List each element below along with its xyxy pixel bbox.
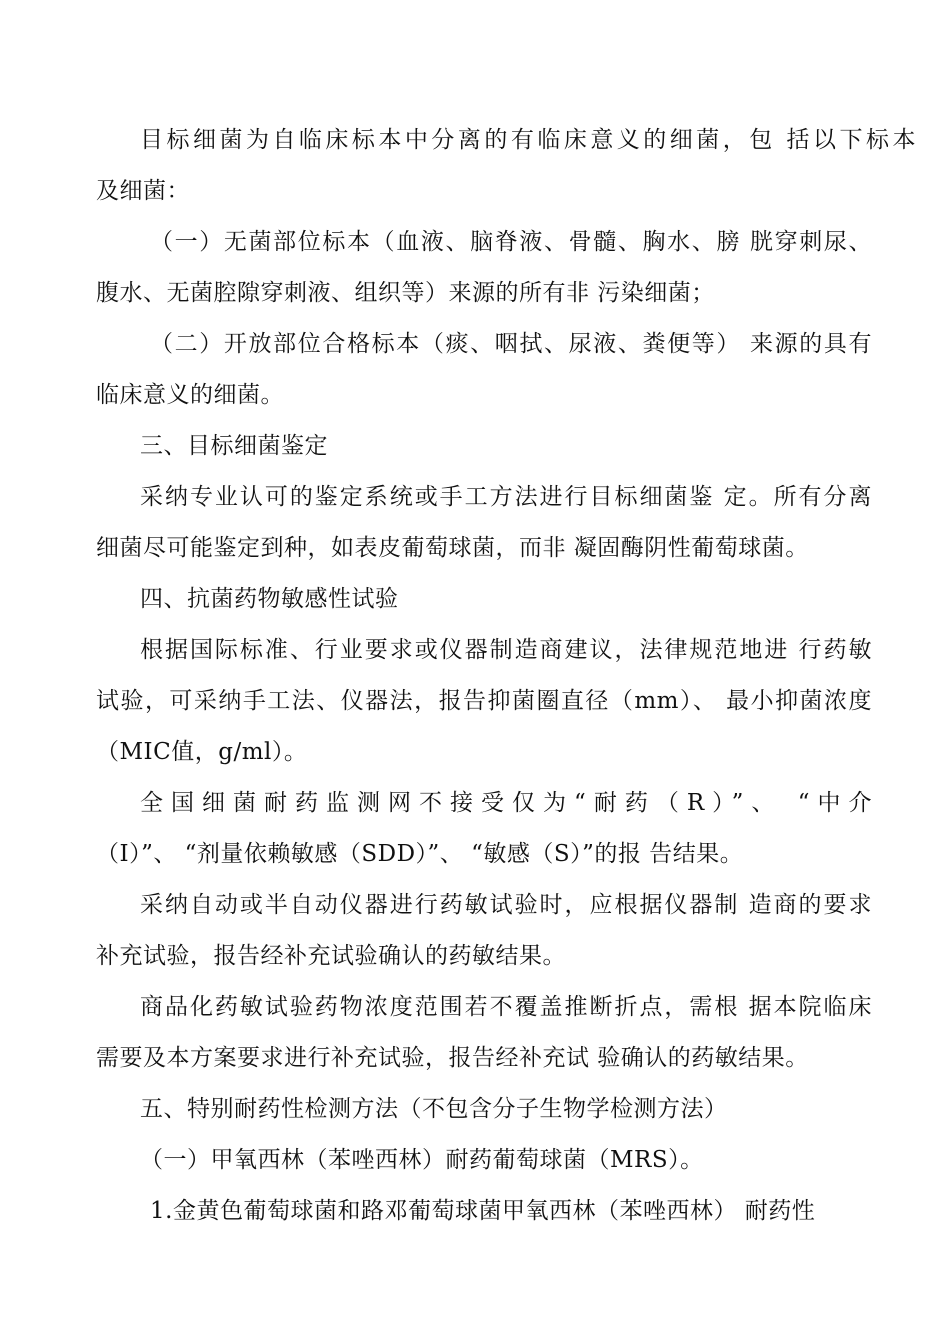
paragraph-line: 目标细菌为自临床标本中分离的有临床意义的细菌，包 括以下标本 (140, 127, 916, 153)
paragraph-line: 补充试验，报告经补充试验确认的药敏结果。 (96, 943, 566, 969)
paragraph-line: 细菌尽可能鉴定到种，如表皮葡萄球菌，而非 凝固酶阴性葡萄球菌。 (96, 535, 809, 561)
section-heading: 五、特别耐药性检测方法（不包含分子生物学检测方法） (140, 1096, 728, 1122)
paragraph-line: 及细菌： (96, 178, 190, 204)
section-heading: 三、目标细菌鉴定 (140, 433, 328, 459)
paragraph-line: 腹水、无菌腔隙穿刺液、组织等）来源的所有非 污染细菌； (96, 280, 715, 306)
paragraph-line: 商品化药敏试验药物浓度范围若不覆盖推断折点，需根 据本院临床 (140, 994, 872, 1020)
paragraph-line: 临床意义的细菌。 (96, 382, 284, 408)
paragraph-line: 采纳自动或半自动仪器进行药敏试验时，应根据仪器制 造商的要求 (140, 892, 872, 918)
section-heading: 四、抗菌药物敏感性试验 (140, 586, 399, 612)
paragraph-line: 全国细菌耐药监测网不接受仅为“耐药（R）”、 “中介 (140, 790, 872, 816)
subsection-heading: （一）甲氧西林（苯唑西林）耐药葡萄球菌（MRS）。 (140, 1147, 704, 1173)
paragraph-line: 需要及本方案要求进行补充试验，报告经补充试 验确认的药敏结果。 (96, 1045, 809, 1071)
paragraph-line: （MIC值，g/ml）。 (96, 739, 308, 765)
paragraph-line: （二）开放部位合格标本（痰、咽拭、尿液、粪便等） 来源的具有 (150, 331, 872, 357)
paragraph-line: （I）”、 “剂量依赖敏感（SDD）”、 “敏感（S）”的报 告结果。 (96, 841, 744, 867)
paragraph-line: （一）无菌部位标本（血液、脑脊液、骨髓、胸水、膀 胱穿刺尿、 (150, 229, 872, 255)
paragraph-line: 1.金黄色葡萄球菌和路邓葡萄球菌甲氧西林（苯唑西林） 耐药性 (150, 1198, 816, 1224)
paragraph-line: 根据国际标准、行业要求或仪器制造商建议，法律规范地进 行药敏 (140, 637, 872, 663)
paragraph-line: 采纳专业认可的鉴定系统或手工方法进行目标细菌鉴 定。所有分离 (140, 484, 872, 510)
paragraph-line: 试验，可采纳手工法、仪器法，报告抑菌圈直径（mm）、 最小抑菌浓度 (96, 688, 872, 714)
